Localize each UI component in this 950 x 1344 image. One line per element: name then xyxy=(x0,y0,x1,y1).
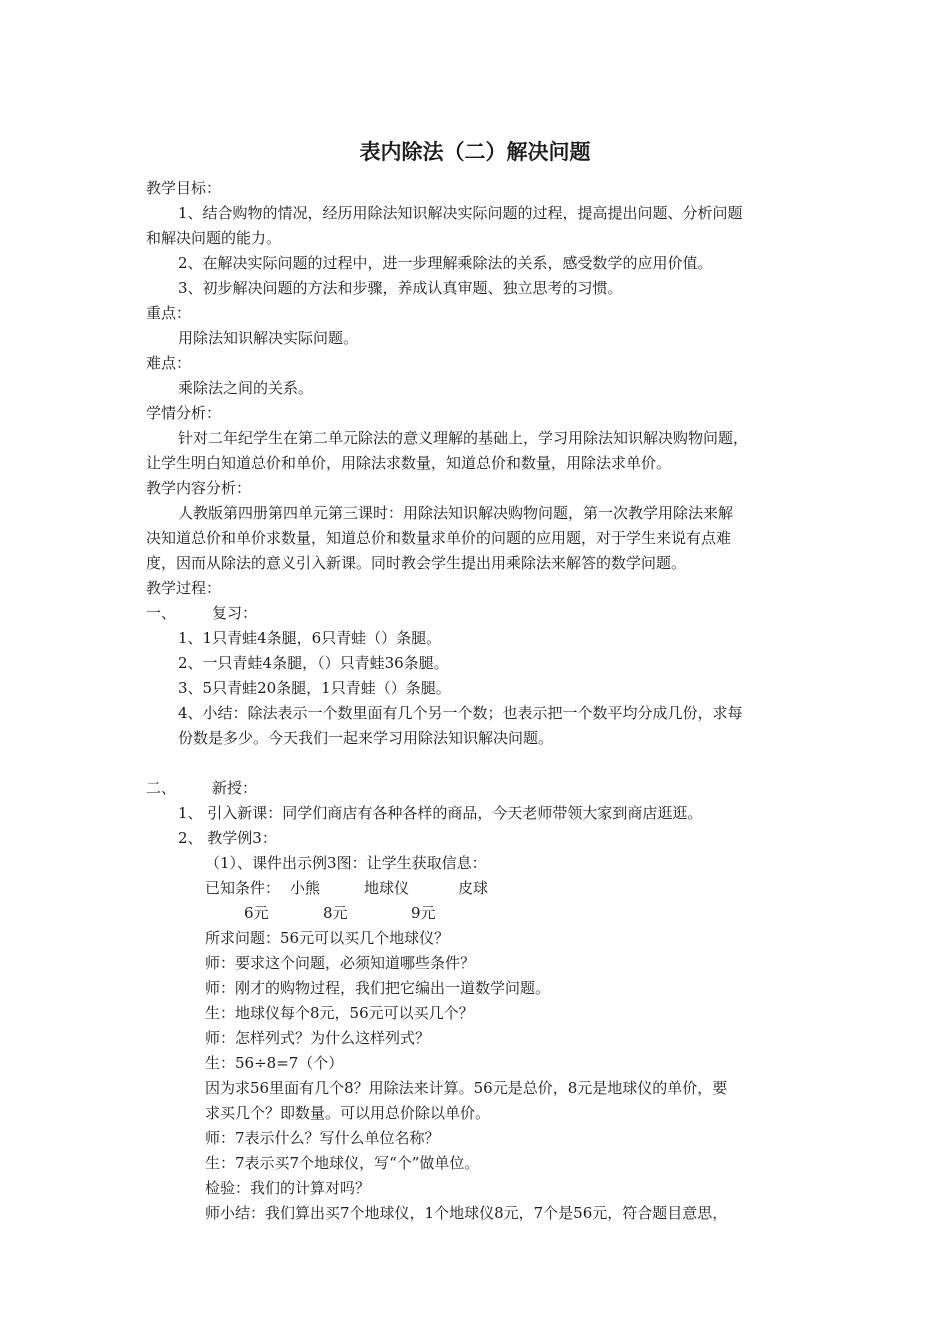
goal-1-line-1: 1、结合购物的情况，经历用除法知识解决实际问题的过程，提高提出问题、分析问题 xyxy=(178,204,743,222)
known-conditions-label: 已知条件： xyxy=(205,879,281,897)
review-item-2: 2、一只青蛙4条腿，（）只青蛙36条腿。 xyxy=(178,654,449,672)
teacher-line-2: 师：刚才的购物过程，我们把它编出一道数学问题。 xyxy=(205,979,551,997)
section-2-number: 二、 xyxy=(146,779,177,797)
new-item-2: 2、 教学例3： xyxy=(178,829,277,847)
key-heading: 重点： xyxy=(146,304,192,322)
student-line-2: 生：56÷8=7（个） xyxy=(205,1054,344,1072)
explanation-line-1: 因为求56里面有几个8？用除法来计算。56元是总价，8元是地球仪的单价，要 xyxy=(205,1079,728,1097)
price-globe: 8元 xyxy=(323,904,348,922)
check-line: 检验：我们的计算对吗？ xyxy=(205,1179,371,1197)
analysis-line-2: 让学生明白知道总价和单价，用除法求数量，知道总价和数量，用除法求单价。 xyxy=(146,454,672,472)
goal-1-line-2: 和解决问题的能力。 xyxy=(146,229,282,247)
section-2-title: 新授： xyxy=(212,779,258,797)
review-item-1: 1、1只青蛙4条腿，6只青蛙（）条腿。 xyxy=(178,629,442,647)
page-title: 表内除法（二）解决问题 xyxy=(359,140,591,164)
item-globe: 地球仪 xyxy=(364,879,410,897)
price-bear: 6元 xyxy=(244,904,269,922)
teacher-summary-line: 师小结：我们算出买7个地球仪，1个地球仪8元，7个是56元，符合题目意思， xyxy=(205,1204,728,1222)
difficulty-heading: 难点： xyxy=(146,354,192,372)
student-line-3: 生：7表示买7个地球仪，写“个”做单位。 xyxy=(205,1154,480,1172)
teacher-line-3: 师：怎样列式？为什么这样列式？ xyxy=(205,1029,431,1047)
review-summary-line-1: 4、小结：除法表示一个数里面有几个另一个数；也表示把一个数平均分成几份，求每 xyxy=(178,704,743,722)
review-summary-line-2: 份数是多少。今天我们一起来学习用除法知识解决问题。 xyxy=(178,729,554,747)
content-line-3: 度，因而从除法的意义引入新课。同时教会学生提出用乘除法来解答的数学问题。 xyxy=(146,554,687,572)
item-bear: 小熊 xyxy=(290,879,321,897)
question-line: 所求问题：56元可以买几个地球仪？ xyxy=(205,929,450,947)
key-text: 用除法知识解决实际问题。 xyxy=(178,329,359,347)
teacher-line-1: 师：要求这个问题，必须知道哪些条件？ xyxy=(205,954,476,972)
goal-2: 2、在解决实际问题的过程中，进一步理解乘除法的关系，感受数学的应用价值。 xyxy=(178,254,713,272)
explanation-line-2: 求买几个？即数量。可以用总价除以单价。 xyxy=(205,1104,491,1122)
new-item-1: 1、 引入新课：同学们商店有各种各样的商品，今天老师带领大家到商店逛逛。 xyxy=(178,804,703,822)
content-line-2: 决知道总价和单价求数量，知道总价和数量求单价的问题的应用题，对于学生来说有点难 xyxy=(146,529,732,547)
content-heading: 教学内容分析： xyxy=(146,479,252,497)
review-item-3: 3、5只青蛙20条腿，1只青蛙（）条腿。 xyxy=(178,679,451,697)
price-ball: 9元 xyxy=(411,904,436,922)
process-heading: 教学过程： xyxy=(146,579,222,597)
teacher-line-4: 师：7表示什么？写什么单位名称？ xyxy=(205,1129,440,1147)
content-line-1: 人教版第四册第四单元第三课时：用除法知识解决购物问题，第一次教学用除法来解 xyxy=(178,504,734,522)
goals-heading: 教学目标： xyxy=(146,179,222,197)
section-1-number: 一、 xyxy=(146,604,177,622)
difficulty-text: 乘除法之间的关系。 xyxy=(178,379,314,397)
example-step-1: （1）、课件出示例3图：让学生获取信息： xyxy=(205,854,487,872)
item-ball: 皮球 xyxy=(458,879,489,897)
analysis-heading: 学情分析： xyxy=(146,404,222,422)
student-line-1: 生：地球仪每个8元，56元可以买几个？ xyxy=(205,1004,474,1022)
analysis-line-1: 针对二年纪学生在第二单元除法的意义理解的基础上，学习用除法知识解决购物问题， xyxy=(178,429,749,447)
section-1-title: 复习： xyxy=(212,604,258,622)
goal-3: 3、初步解决问题的方法和步骤，养成认真审题、独立思考的习惯。 xyxy=(178,279,623,297)
